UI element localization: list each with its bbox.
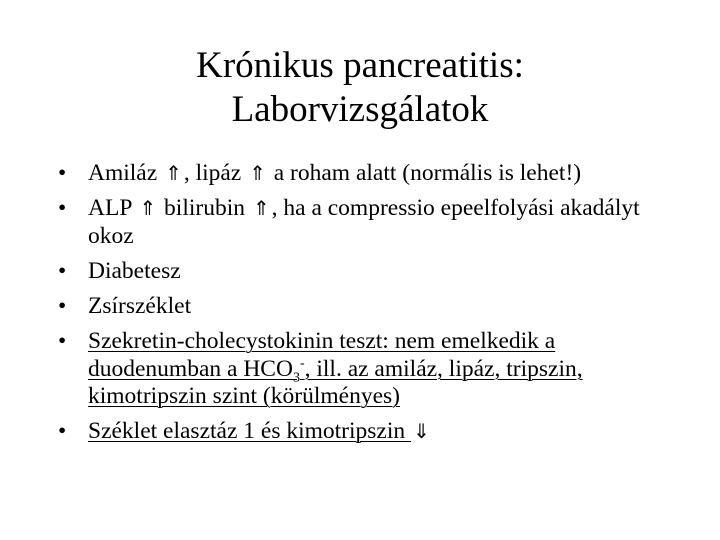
bullet-text: ALP [88, 195, 138, 222]
bullet-text: Diabetesz [88, 257, 181, 284]
bullet-text-underlined: Széklet elasztáz 1 és kimotripszin [88, 418, 412, 445]
bullet-zsirszeklet [58, 293, 678, 320]
bullet-dot-icon: • [58, 195, 67, 222]
up-arrow-icon: ⇑ [139, 196, 157, 221]
up-arrow-icon: ⇑ [249, 161, 266, 185]
bullet-text: Amiláz [88, 160, 164, 186]
bullet-dot-icon: • [58, 418, 67, 445]
subscript: 3 [292, 370, 300, 386]
up-arrow-icon: ⇑ [252, 196, 270, 221]
bullet-dot-icon: • [58, 328, 67, 355]
bullet-text: , lipáz [183, 160, 248, 186]
title-line-1: Krónikus pancreatitis: [196, 45, 524, 86]
up-arrow-icon: ⇑ [165, 161, 182, 185]
bullet-text: , ill. az amiláz, lipáz, tripszin, kimotripszin szint (körülményes) [88, 355, 583, 410]
bullet-text: a roham alatt (normális is lehet!) [267, 160, 582, 186]
bullet-text: , ha a compressio epeelfolyási akadályt okoz [88, 195, 640, 249]
bullet-diabetesz [58, 258, 678, 285]
bullet-dot-icon: • [58, 257, 67, 284]
bullet-szeklet-elasztaz [58, 418, 678, 445]
bullet-szekretin-teszt [58, 328, 678, 410]
bullet-text-underlined [88, 328, 583, 409]
slide-title [0, 44, 720, 132]
down-arrow-icon: ⇓ [413, 419, 430, 444]
bullet-text: Szekretin-cholecystokinin teszt: nem emelkedik a duodenumban a HCO [88, 328, 556, 382]
bullet-alp-bilirubin [58, 195, 678, 250]
bullet-amilaz-lipaz [58, 160, 678, 187]
bullet-dot-icon: • [58, 160, 67, 186]
bullet-text: bilirubin [158, 195, 251, 222]
bullet-list [58, 160, 678, 454]
bullet-dot-icon: • [58, 293, 67, 320]
superscript: - [299, 355, 305, 371]
title-line-2: Laborvizsgálatok [231, 89, 489, 130]
bullet-text: Zsírszéklet [88, 293, 192, 320]
